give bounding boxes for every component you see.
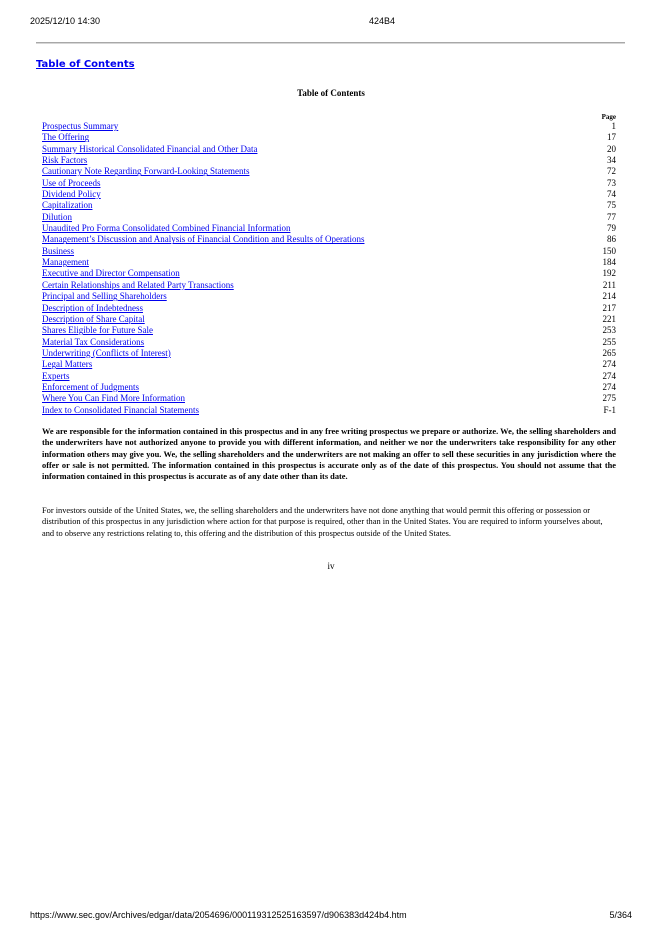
toc-row (42, 121, 616, 132)
toc-row (42, 155, 616, 166)
toc-entry-link[interactable]: Enforcement of Judgments (42, 381, 139, 392)
toc-entry-page: 17 (607, 132, 616, 143)
toc-row (42, 337, 616, 348)
toc-entry-link[interactable]: Summary Historical Consolidated Financial and Other Data (42, 143, 258, 154)
toc-row (42, 257, 616, 268)
toc-row (42, 371, 616, 382)
toc-row (42, 291, 616, 302)
toc-entry-page: 275 (602, 393, 616, 404)
toc-entry-link[interactable]: Risk Factors (42, 155, 88, 166)
toc-entry-page: 274 (602, 370, 616, 381)
toc-row (42, 303, 616, 314)
horizontal-rule (36, 42, 625, 44)
toc-row (42, 314, 616, 325)
toc-entry-page: 77 (607, 211, 616, 222)
print-url: https://www.sec.gov/Archives/edgar/data/2054696/000119312525163597/d906383d424b4.htm (30, 910, 407, 920)
toc-row (42, 144, 616, 155)
toc-entry-page: 72 (607, 166, 616, 177)
toc-entry-page: 34 (607, 155, 616, 166)
toc-row (42, 359, 616, 370)
toc-entry-page: 253 (602, 325, 616, 336)
toc-entry-link[interactable]: Dilution (42, 211, 73, 222)
toc-row (42, 223, 616, 234)
toc-entry-link[interactable]: Unaudited Pro Forma Consolidated Combined Financial Information (42, 223, 291, 234)
toc-entry-link[interactable]: Index to Consolidated Financial Statements (42, 404, 199, 415)
toc-entry-page: 192 (602, 268, 616, 279)
toc-entry-link[interactable]: Underwriting (Conflicts of Interest) (42, 347, 171, 358)
toc-row (42, 268, 616, 279)
toc-entry-page: 73 (607, 177, 616, 188)
toc-entry-page: 217 (602, 302, 616, 313)
toc-list (42, 121, 616, 416)
toc-row (42, 246, 616, 257)
toc-entry-link[interactable]: Certain Relationships and Related Party Transactions (42, 279, 234, 290)
toc-entry-link[interactable]: Principal and Selling Shareholders (42, 291, 167, 302)
toc-row (42, 280, 616, 291)
toc-entry-link[interactable]: The Offering (42, 132, 90, 143)
toc-entry-link[interactable]: Management (42, 257, 89, 268)
toc-entry-page: 184 (602, 257, 616, 268)
toc-entry-page: 74 (607, 189, 616, 200)
toc-entry-page: 274 (602, 359, 616, 370)
toc-entry-page: 86 (607, 234, 616, 245)
toc-entry-page: 211 (602, 279, 616, 290)
toc-entry-link[interactable]: Legal Matters (42, 359, 93, 370)
toc-entry-link[interactable]: Experts (42, 370, 70, 381)
toc-heading: Table of Contents (297, 88, 365, 98)
toc-entry-page: 150 (602, 245, 616, 256)
toc-entry-link[interactable]: Business (42, 245, 75, 256)
table-of-contents-link[interactable]: Table of Contents (36, 59, 135, 70)
toc-entry-link[interactable]: Cautionary Note Regarding Forward-Looking Statements (42, 166, 250, 177)
toc-row (42, 189, 616, 200)
toc-entry-page: 79 (607, 223, 616, 234)
toc-entry-page: 265 (602, 347, 616, 358)
toc-entry-link[interactable]: Capitalization (42, 200, 93, 211)
toc-row (42, 382, 616, 393)
toc-entry-page: 214 (602, 291, 616, 302)
toc-entry-link[interactable]: Where You Can Find More Information (42, 393, 185, 404)
toc-entry-link[interactable]: Description of Share Capital (42, 313, 145, 324)
toc-entry-page: F-1 (603, 404, 616, 415)
toc-entry-link[interactable]: Shares Eligible for Future Sale (42, 325, 153, 336)
toc-row (42, 393, 616, 404)
toc-row (42, 200, 616, 211)
toc-row (42, 166, 616, 177)
responsibility-notice: We are responsible for the information contained in this prospectus and in any free writing prospectus we prepare or authorize. We, the selling shareholders and the underwriters have not authorized anyone to provide you with different information, and neither we nor the underwriters take responsibility for any other information others may give you. We, the selling shareholders and the underwriters are not making an offer to sell these securities in any jurisdiction where the offer or sale is not permitted. The information contained in this prospectus is accurate only as of the date of this prospectus. You should not assume that the information contained in this prospectus is accurate as of any date other than its date. (42, 427, 616, 482)
toc-row (42, 405, 616, 416)
toc-row (42, 178, 616, 189)
print-page-count: 5/364 (609, 910, 632, 920)
toc-entry-page: 255 (602, 336, 616, 347)
toc-row (42, 212, 616, 223)
toc-entry-link[interactable]: Dividend Policy (42, 189, 101, 200)
toc-page-column-header: Page (601, 113, 616, 121)
toc-entry-link[interactable]: Description of Indebtedness (42, 302, 143, 313)
toc-entry-link[interactable]: Material Tax Considerations (42, 336, 145, 347)
toc-entry-page: 274 (602, 381, 616, 392)
toc-entry-link[interactable]: Management’s Discussion and Analysis of Financial Condition and Results of Operations (42, 234, 365, 245)
toc-row (42, 348, 616, 359)
toc-entry-page: 1 (611, 121, 616, 131)
toc-row (42, 132, 616, 143)
toc-entry-page: 75 (607, 200, 616, 211)
page-number: iv (327, 561, 335, 571)
toc-entry-page: 221 (602, 313, 616, 324)
toc-entry-link[interactable]: Executive and Director Compensation (42, 268, 180, 279)
print-document-title: 424B4 (369, 16, 396, 26)
toc-entry-page: 20 (607, 143, 616, 154)
toc-entry-link[interactable]: Use of Proceeds (42, 177, 101, 188)
foreign-investors-notice: For investors outside of the United States, we, the selling shareholders and the underwriters have not done anything that would permit this offering or possession or distribution of this prospectus in any jurisdiction where action for that purpose is required, other than in the United States. You are required to inform yourselves about, and to observe any restrictions relating to, this offering and the distribution of this prospectus outside of the United States. (42, 506, 603, 538)
print-datetime: 2025/12/10 14:30 (30, 16, 101, 26)
toc-row (42, 325, 616, 336)
toc-entry-link[interactable]: Prospectus Summary (42, 121, 119, 131)
toc-row (42, 234, 616, 245)
